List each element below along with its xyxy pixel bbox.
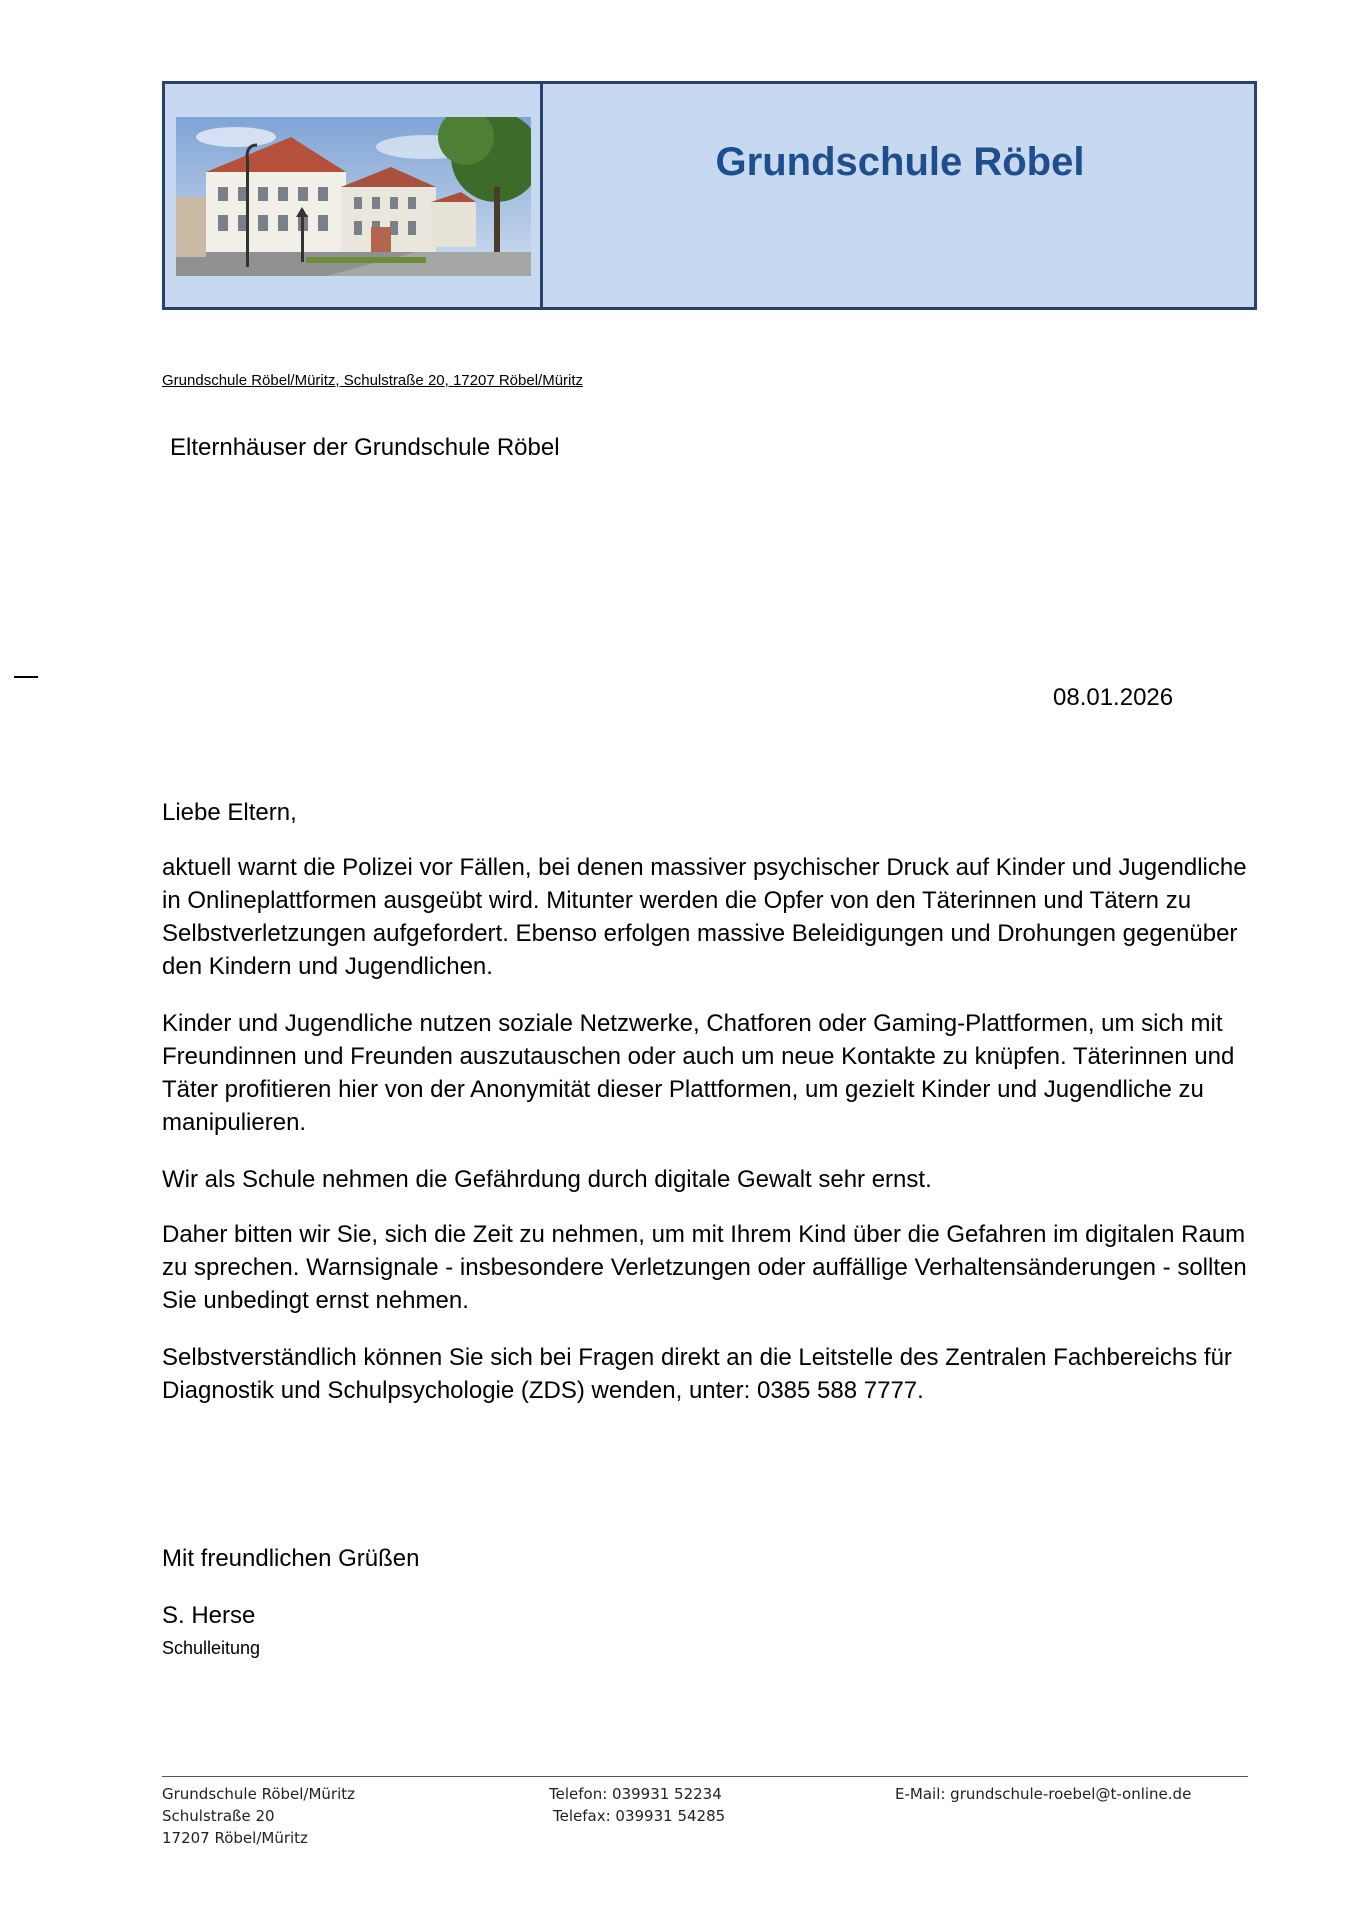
salutation: Liebe Eltern, bbox=[162, 799, 297, 826]
footer-city: 17207 Röbel/Müritz bbox=[162, 1829, 308, 1847]
footer-fax: Telefax: 039931 54285 bbox=[553, 1807, 726, 1825]
body-paragraph: Kinder und Jugendliche nutzen soziale Netzwerke, Chatforen oder Gaming-Plattformen, um sich mit Freundinnen und Freunden auszutauschen oder auch um neue Kontakte zu knüpfen. Täterinnen und Täter profitieren hier von der Anonymität dieser Plattformen, um gezielt Kinder und Jugendliche zu manipulieren. bbox=[162, 1010, 1235, 1136]
letterhead-divider bbox=[540, 81, 543, 310]
body-paragraph: Daher bitten wir Sie, sich die Zeit zu nehmen, um mit Ihrem Kind über die Gefahren im digitalen Raum zu sprechen. Warnsignale - insbesondere Verletzungen oder auffällige Verhaltensänderungen - sollten Sie unbedingt ernst nehmen. bbox=[162, 1221, 1247, 1314]
footer-phone: Telefon: 039931 52234 bbox=[549, 1785, 722, 1803]
school-name-title: Grundschule Röbel bbox=[715, 140, 1085, 184]
signer-role: Schulleitung bbox=[162, 1638, 261, 1658]
body-paragraph: Wir als Schule nehmen die Gefährdung durch digitale Gewalt sehr ernst. bbox=[162, 1166, 932, 1193]
fold-mark bbox=[14, 676, 38, 678]
footer-email: E-Mail: grundschule-roebel@t-online.de bbox=[895, 1785, 1192, 1803]
closing: Mit freundlichen Grüßen bbox=[162, 1545, 420, 1572]
signer-name: S. Herse bbox=[162, 1602, 256, 1629]
body-paragraph: Selbstverständlich können Sie sich bei Fragen direkt an die Leitstelle des Zentralen Fachbereichs für Diagnostik und Schulpsychologie (ZDS) wenden, unter: 0385 588 7777. bbox=[162, 1344, 1232, 1404]
school-building-photo bbox=[176, 117, 531, 276]
recipient: Elternhäuser der Grundschule Röbel bbox=[170, 434, 560, 461]
footer-street: Schulstraße 20 bbox=[162, 1807, 275, 1825]
letter-date: 08.01.2026 bbox=[1053, 684, 1174, 711]
footer-rule bbox=[162, 1776, 1248, 1777]
footer-school-name: Grundschule Röbel/Müritz bbox=[162, 1785, 356, 1803]
footer-contact bbox=[549, 1783, 725, 1827]
footer-address bbox=[162, 1783, 355, 1849]
sender-address-line: Grundschule Röbel/Müritz, Schulstraße 20, 17207 Röbel/Müritz bbox=[162, 372, 584, 389]
body-paragraph: aktuell warnt die Polizei vor Fällen, bei denen massiver psychischer Druck auf Kinder und Jugendliche in Onlineplattformen ausgeübt wird. Mitunter werden die Opfer von den Täterinnen und Tätern zu Selbstverletzungen aufgefordert. Ebenso erfolgen massive Beleidigungen und Drohungen gegenüber den Kindern und Jugendlichen. bbox=[162, 854, 1247, 980]
